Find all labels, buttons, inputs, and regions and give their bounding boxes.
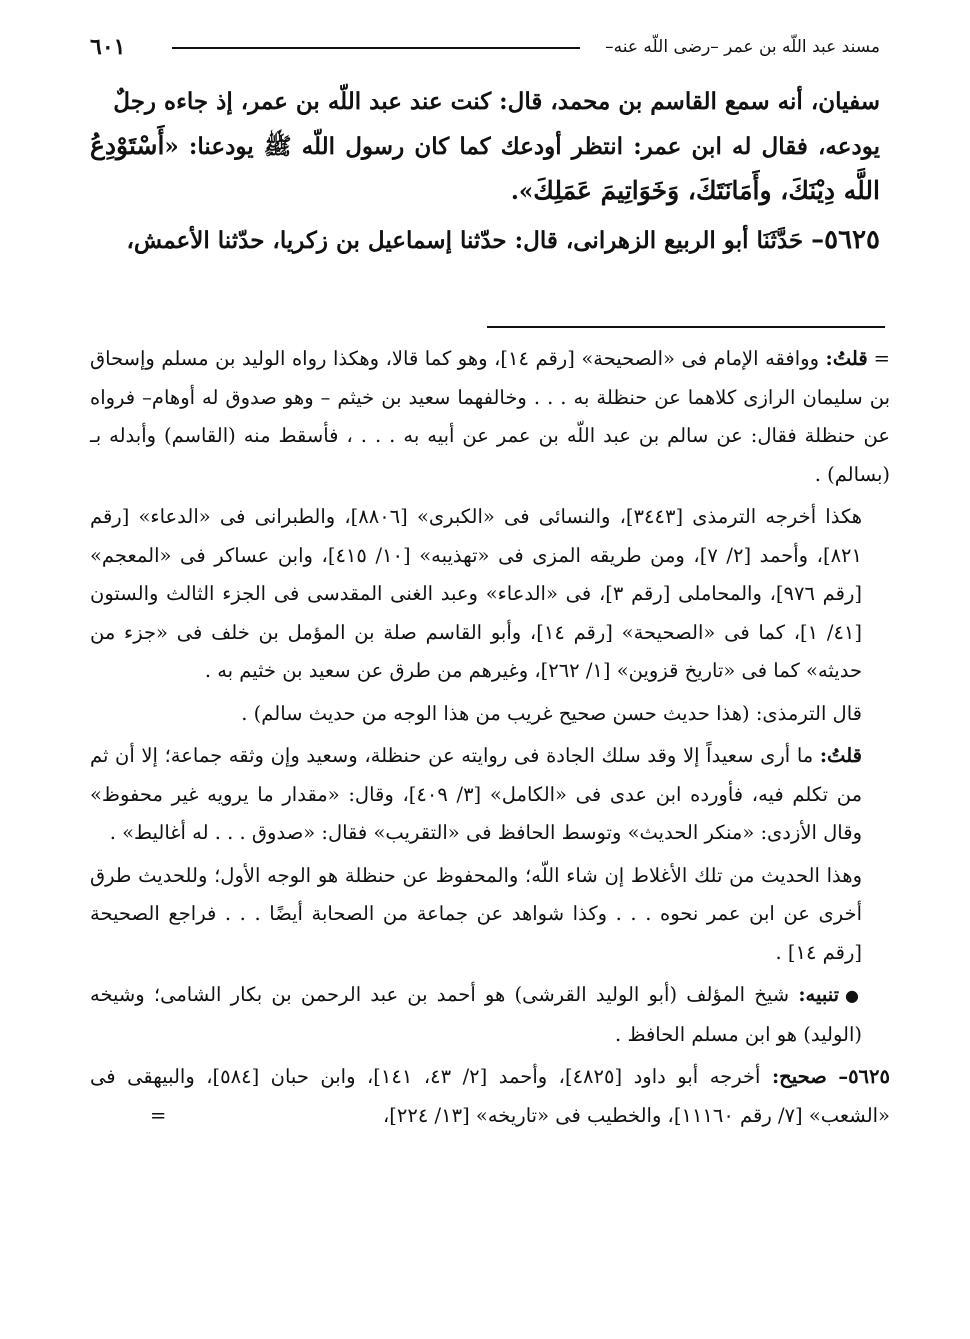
page-number: ٦٠١ <box>90 34 126 60</box>
main-line-2: يودعه، فقال له ابن عمر: انتظر أودعك كما كان رسول اللّه ﷺ يودعنا: « <box>164 133 880 160</box>
end-continuation-mark: = <box>150 1103 167 1127</box>
footnote-1-text: ووافقه الإمام فى «الصحيحة» [رقم ١٤]، وهو كما قالا، وهكذا رواه الوليد بن مسلم وإسحاق بن سليمان الرازى كلاهما عن حنظلة به . . . وخالفهما سعيد بن خيثم – وهو صدوق له أوهام– فرواه عن حنظلة فقال: عن سالم بن عبد اللّه بن عمر عن أبيه به . . . ، فأسقط منه (القاسم) وأبدله بـ (بسالم) . <box>90 347 890 486</box>
footnote-paragraph-2: هكذا أخرجه الترمذى [٣٤٤٣]، والنسائى فى «الكبرى» [٨٨٠٦]، والطبرانى فى «الدعاء» [رقم ٨٢١]، وأحمد [٢/ ٧]، ومن طريقه المزى فى «تهذيبه» [١٠/ ٤١٥]، وابن عساكر فى «المعجم» [رقم ٩٧٦]، والمحاملى [رقم ٣]، فى «الدعاء» وعبد الغنى المقدسى فى الجزء الثالث والستون [٤١/ ١]، كما فى «الصحيحة» [رقم ١٤]، وأبو القاسم صلة بن المؤمل بن خلف فى «جزء من حديثه» كما فى «تاريخ قزوين» [١/ ٢٦٢]، وغيرهم من طرق عن سعيد بن خثيم به . <box>90 505 862 682</box>
hadith-text: حَدَّثَنَا أبو الربيع الزهرانى، قال: حدّثنا إسماعيل بن زكريا، حدّثنا الأعمش، <box>126 227 804 254</box>
continuation-mark: = <box>873 347 890 370</box>
footnote-paragraph-5: وهذا الحديث من تلك الأغلاط إن شاء اللّه؛ والمحفوظ عن حنظلة هو الوجه الأول؛ وللحديث طرق أخرى عن ابن عمر نحوه . . . وكذا شواهد عن جماعة من الصحابة أيضًا . . . فراجع الصحيحة [رقم ١٤] . <box>90 863 862 964</box>
hadith-number: ٥٦٢٥– <box>811 225 880 255</box>
footnote-7-text: أخرجه أبو داود [٤٨٢٥]، وأحمد [٢/ ٤٣، ١٤١]، وابن حبان [٥٨٤]، والبيهقى فى «الشعب» [٧/ رقم ١١١٦٠]، والخطيب فى «تاريخه» [١٣/ ٢٢٤]، <box>90 1065 890 1127</box>
footnote-paragraph-7 <box>90 1058 890 1135</box>
footnotes <box>90 340 890 1139</box>
footnote-7-lead: صحيح: <box>771 1065 827 1088</box>
quote-close: ». <box>510 178 534 205</box>
footnote-paragraph-1 <box>90 340 890 494</box>
supplication-quote: أَسْتَوْدِعُ اللَّه دِيْنَكَ، وأَمَانَتَكَ، وَخَوَاتِيمَ عَمَلِكَ <box>90 131 880 205</box>
footnote-paragraph-3: قال الترمذى: (هذا حديث حسن صحيح غريب من هذا الوجه من حديث سالم) . <box>241 701 862 725</box>
footnote-4-lead: قلتُ: <box>819 744 862 767</box>
footnote-7-number: ٥٦٢٥– <box>838 1065 890 1088</box>
header-rule <box>172 47 580 49</box>
hadith-line <box>90 218 880 263</box>
footnote-paragraph-4 <box>90 737 890 853</box>
footnote-4-text: ما أرى سعيداً إلا وقد سلك الجادة فى روايته عن حنظلة، وسعيد وإن وثقه جماعة؛ إلا أن ثم من تكلم فيه، فأورده ابن عدى فى «الكامل» [٣/ ٤٠٩]، وقال: «مقدار ما يرويه غير محفوظ» وقال الأزدى: «منكر الحديث» وتوسط الحافظ فى «التقريب» فقال: «صدوق . . . له أغاليط» . <box>90 744 863 844</box>
running-header <box>90 36 880 60</box>
footnote-6-text: شيخ المؤلف (أبو الوليد القرشى) هو أحمد بن عبد الرحمن بن بكار الشامى؛ وشيخه (الوليد) هو ابن مسلم الحافظ . <box>90 983 862 1046</box>
footnote-6-lead: تنبيه: <box>798 983 840 1006</box>
footnote-separator <box>487 326 885 328</box>
footnote-paragraph-6 <box>90 976 890 1054</box>
main-line-1: سفيان، أنه سمع القاسم بن محمد، قال: كنت عند عبد اللّه بن عمر، إذ جاءه رجلٌ <box>113 88 880 115</box>
main-text <box>90 80 880 263</box>
main-paragraph <box>90 124 880 214</box>
bullet-icon: ● <box>845 986 863 1005</box>
footnote-1-lead: قلتُ: <box>825 347 868 370</box>
header-title: مسند عبد اللّه بن عمر –رضى اللّه عنه– <box>605 37 880 57</box>
